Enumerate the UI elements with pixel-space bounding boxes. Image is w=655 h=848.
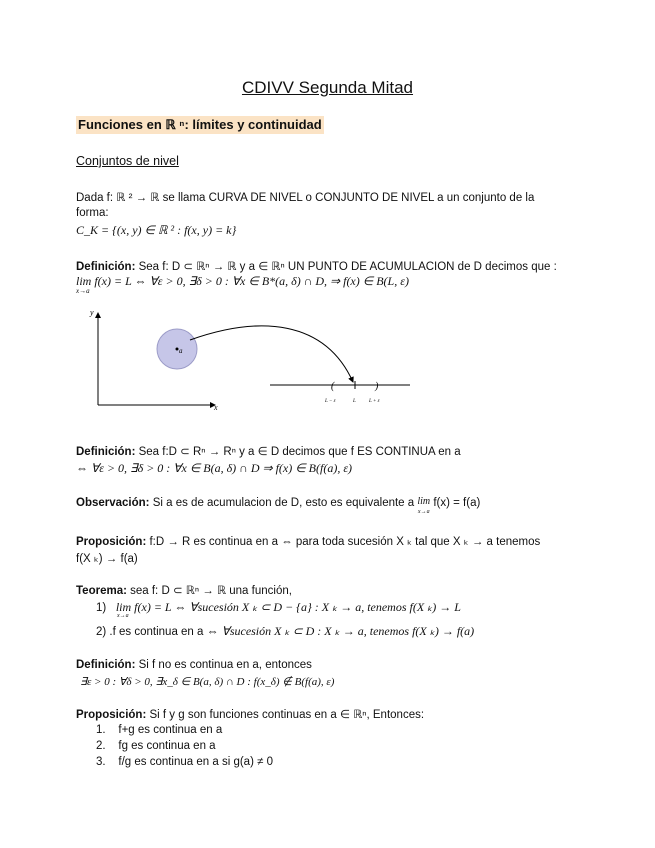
def3-label: Definición: <box>76 659 136 671</box>
page-title: CDIVV Segunda Mitad <box>241 78 414 97</box>
limit-diagram <box>70 305 420 415</box>
teo-item2-pre: .f es continua en a <box>106 626 207 638</box>
prop1-line1: f:D → R es continua en a ⇔ para toda sucesión X ₖ tal que X ₖ → a tenemos <box>146 536 541 548</box>
teo-item2 <box>96 624 474 639</box>
def3-formula: ∃ε > 0 : ∀δ > 0, ∃x_δ ∈ B(a, δ) ∩ D : f(x_δ) ∉ B(f(a), ε) <box>80 676 335 688</box>
teo-text: sea f: D ⊂ ℝⁿ → ℝ una función, <box>126 585 292 597</box>
obs-tail: f(x) = f(a) <box>430 497 481 509</box>
list-item <box>96 740 216 752</box>
def1-formula: lim f(x) = L ⇔ ∀ε > 0, ∃δ > 0 : ∀x ∈ B*(a, δ) ∩ D, ⇒ f(x) ∈ B(L, ε) <box>76 274 409 288</box>
prop2-text: Si f y g son funciones continuas en a ∈ ℝⁿ, Entonces: <box>146 709 425 721</box>
def1-paragraph <box>76 259 557 273</box>
obs-text: Si a es de acumulacion de D, esto es equivalente a <box>149 497 418 509</box>
def2-text: Sea f:D ⊂ Rⁿ → Rⁿ y a ∈ D decimos que f ES CONTINUA en a <box>135 446 461 458</box>
def2-formula: ⇔ ∀ε > 0, ∃δ > 0 : ∀x ∈ B(a, δ) ∩ D ⇒ f(x) ∈ B(f(a), ε) <box>76 461 353 475</box>
curva-formula: C_K = {(x, y) ∈ ℝ ² : f(x, y) = k} <box>76 223 237 237</box>
y-axis-label: y <box>90 308 94 317</box>
obs-lim-sub: x→a <box>417 509 430 515</box>
tick-mid-label: L <box>353 399 356 404</box>
def2-label: Definición: <box>76 446 136 458</box>
tick-left-label: L − ε <box>325 399 336 404</box>
def2-paragraph <box>76 444 461 458</box>
prop2-item2-text: fg es continua en a <box>118 740 216 752</box>
prop2-item3-num: 3. <box>96 756 106 768</box>
def3-paragraph <box>76 659 312 671</box>
curva-text-line2: forma: <box>76 207 109 219</box>
teo-item1-sub: x→a <box>117 613 129 619</box>
teo-label: Teorema: <box>76 585 127 597</box>
teo-paragraph <box>76 583 292 597</box>
obs-lim <box>417 497 430 517</box>
def1-text: Sea f: D ⊂ ℝⁿ → ℝ y a ∈ ℝⁿ UN PUNTO DE ACUMULACION de D decimos que : <box>135 261 557 273</box>
obs-lim-word: lim <box>417 496 431 507</box>
prop2-paragraph <box>76 707 424 721</box>
prop1-line2: f(X ₖ) → f(a) <box>76 553 138 565</box>
prop2-label: Proposición: <box>76 709 147 721</box>
teo-item2-num: 2) <box>96 626 107 638</box>
prop2-item1-num: 1. <box>96 724 106 736</box>
right-paren: ) <box>375 381 379 392</box>
prop2-item3-text: f/g es continua en a si g(a) ≠ 0 <box>118 756 273 768</box>
prop1-paragraph <box>76 534 540 548</box>
curva-text-line1: Dada f: ℝ ² → ℝ se llama CURVA DE NIVEL o CONJUNTO DE NIVEL a un conjunto de la <box>76 192 535 204</box>
tick-right-label: L + ε <box>369 399 380 404</box>
left-paren: ( <box>331 381 335 392</box>
teo-item1-formula: lim f(x) = L ⇔ ∀sucesión X ₖ ⊂ D − {a} : X ₖ → a, tenemos f(X ₖ) → L <box>115 600 461 614</box>
prop2-item2-num: 2. <box>96 740 106 752</box>
prop2-item1-text: f+g es continua en a <box>118 724 223 736</box>
teo-item1 <box>96 600 461 615</box>
def1-sub: x→a <box>76 287 90 295</box>
obs-label: Observación: <box>76 497 150 509</box>
obs-paragraph <box>76 497 480 517</box>
x-axis-label: x <box>214 403 218 412</box>
mapping-arrow <box>190 326 353 382</box>
def3-text: Si f no es continua en a, entonces <box>135 659 312 671</box>
list-item <box>96 756 273 768</box>
point-a-label: a <box>179 347 183 355</box>
subsection-heading: Conjuntos de nivel <box>76 154 179 168</box>
def1-label: Definición: <box>76 261 136 273</box>
teo-item1-num: 1) <box>96 602 107 614</box>
prop1-label: Proposición: <box>76 536 147 548</box>
list-item <box>96 724 222 736</box>
teo-item2-formula: ⇔ ∀sucesión X ₖ ⊂ D : X ₖ → a, tenemos f(X ₖ) → f(a) <box>206 624 475 638</box>
section-heading: Funciones en ℝ ⁿ: límites y continuidad <box>78 117 322 132</box>
